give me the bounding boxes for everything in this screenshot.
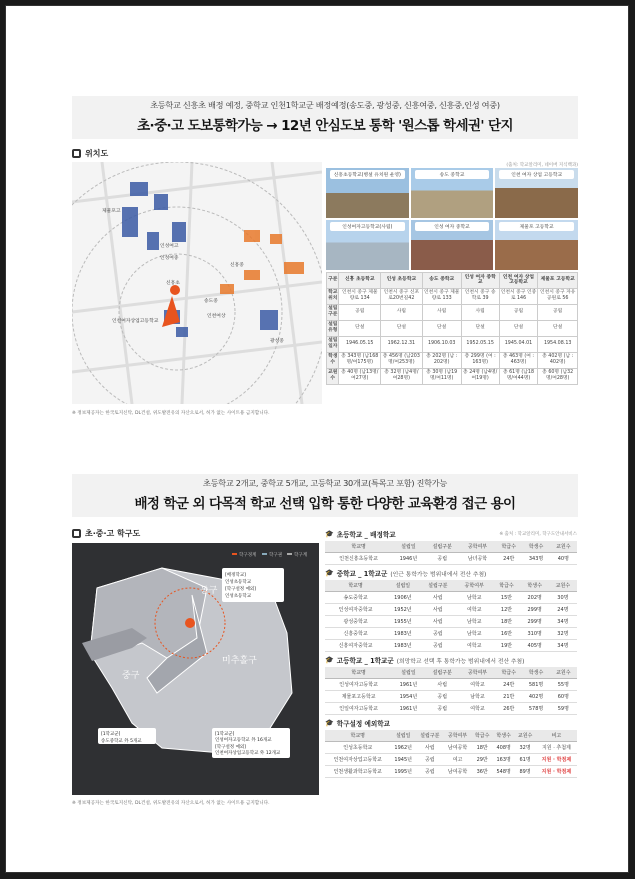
location-map-svg [72, 162, 322, 404]
graduation-cap-icon: 🎓 [325, 569, 334, 577]
table-row: 설립 일자 1946.05.15 1962.12.31 1906.10.03 1952.05.15 1945.04.01 1954.08.13 [327, 336, 578, 352]
table-row: 설립 구분 공립 사립 사립 사립 공립 공립 [327, 304, 578, 320]
table-row: 광성중학교 1955년 사립 남학교 18반 299명 34명 [325, 616, 577, 628]
exception-title: 🎓 학구설정 예외학교 [325, 719, 390, 728]
table-row: 인성초등학교 1962년 사립 남여공학 18반 408명 32명 지원 · 추첨제 [325, 742, 577, 754]
district-label: 동구 [200, 586, 218, 596]
site-pin-icon [170, 285, 180, 295]
school-block [147, 232, 159, 250]
top-title: 초·중·고 도보통학가능 → 12년 안심도보 통학 '원스톱 학세권' 단지 [137, 118, 513, 134]
svg-text:인천여자상업고등학교 外 12개교: 인천여자상업고등학교 外 12개교 [215, 751, 281, 756]
location-label: 위치도 [72, 148, 578, 159]
district-map [72, 543, 319, 795]
photo-inseong-girls-high: 인성여자고등학교(사립) [326, 220, 409, 270]
bottom-footnote: ※ 정보제공자는 한국토지신탁, DL건설, 위도발전유의 자산으로서, 허가 없는 사이트용 금지합니다. [72, 801, 270, 806]
svg-text:[배정학교]: [배정학교] [225, 573, 246, 578]
photo-incheon-girls-commercial: 인천 여자 상업 고등학교 [495, 168, 578, 218]
map-label: 송도중 [204, 299, 218, 304]
school-info-table [326, 272, 578, 385]
table-row: 송도중학교 1906년 사립 남학교 15반 202명 30명 [325, 592, 577, 604]
map-label: 인성여고 [160, 244, 179, 249]
table-row: 학교 위치 인천시 중구 제물량로 134 인천시 중구 신포로20번길42 인천시 중구 제물량로 133 인천시 중구 송학로 39 인천시 중구 인중로 146 인천시 중구 자유공원로 56 [327, 288, 578, 304]
photo-jemulpo-high: 제물포 고등학교 [495, 220, 578, 270]
svg-text:인성여자고등학교 外 16개교: 인성여자고등학교 外 16개교 [215, 738, 272, 743]
school-block [172, 222, 186, 242]
map-label: 신흥중 [230, 263, 244, 268]
bottom-subtitle: 초등학교 2개교, 중학교 5개교, 고등학교 30개교(특목고 포함) 진학가능 [203, 478, 447, 488]
map-label: 인천여상 [207, 314, 226, 319]
school-tables-panel [325, 526, 577, 778]
school-block [130, 182, 148, 196]
legend-item: 학구경계 [239, 553, 257, 558]
photo-sinheung-elementary: 신흥초등학교(병설 유치원 운영) [326, 168, 409, 218]
svg-text:[1학교군]: [1학교군] [215, 732, 235, 737]
photo-source: (출처: 학교알리미, 네이버 지식백과) [506, 163, 578, 168]
square-icon [72, 529, 81, 538]
school-block [270, 234, 282, 244]
svg-text:송도중학교 外 5개교: 송도중학교 外 5개교 [101, 739, 142, 744]
table-row: 신흥중학교 1983년 공립 남학교 16반 310명 32명 [325, 628, 577, 640]
legend-item: 학구계 [294, 553, 308, 558]
source-note: ※ 출처 : 학교알리미, 학구도안내서비스 [499, 532, 577, 537]
table-row: 설립 유형 단설 단설 단설 단설 단설 단설 [327, 320, 578, 336]
elementary-title: 🎓 초등학교 _ 배정학교 ※ 출처 : 학교알리미, 학구도안내서비스 [325, 530, 577, 539]
school-block [260, 310, 278, 330]
square-icon [72, 149, 81, 158]
map-label: 인천여자상업고등학교 [112, 319, 159, 324]
table-row: 인성여자고등학교 1961년 사립 여학교 24반 581명 55명 [325, 679, 577, 691]
table-row: 제물포고등학교 1954년 공립 남학교 21반 402명 60명 [325, 691, 577, 703]
graduation-cap-icon: 🎓 [325, 530, 334, 538]
photo-inseong-girls-middle: 인성 여자 중학교 [411, 220, 494, 270]
high-title: 🎓 고등학교 _ 1학교군 (희망학교 선택 후 통학가능 범위내에서 전산 추첨) [325, 656, 525, 665]
school-block [244, 270, 260, 280]
svg-text:[1학교군]: [1학교군] [101, 732, 121, 737]
location-map [72, 162, 322, 404]
table-row: 인성여자중학교 1952년 사립 여학교 12반 299명 24명 [325, 604, 577, 616]
school-block [284, 262, 304, 274]
photo-grid [326, 168, 578, 270]
table-row: 인천신흥초등학교 1946년 공립 남녀공학 24반 343명 40명 [325, 553, 577, 565]
exception-table: 학교명 설립일 설립구분 공학여부 학급수 학생수 교원수 비고 인성초등학교 1962년 사립 남여공학 18반 408명 32명 지원 · 추첨제 인천여자상업고등학교 1945년 공립 여고 29반 163명 61명 지원 · 학점제 인천생활과학고등학교 1995년 공립 남여공학 36반 548명 89명 지원 · 학점제 [325, 730, 577, 778]
table-header-row: 구분 신흥 초등학교 인성 초등학교 송도 중학교 인성 여자 중학교 인천 여자 상업 고등학교 제물포 고등학교 [327, 273, 578, 289]
elementary-table: 학교명 설립일 설립구분 공학여부 학급수 학생수 교원수 인천신흥초등학교 1946년 공립 남녀공학 24반 343명 40명 [325, 541, 577, 565]
photo-songdo-middle: 송도 중학교 [411, 168, 494, 218]
svg-text:인성초등학교: 인성초등학교 [225, 580, 252, 585]
middle-title: 🎓 중학교 _ 1학교군 (인근 통학가능 범위내에서 전산 추첨) [325, 569, 487, 578]
document-page [5, 5, 629, 873]
graduation-cap-icon: 🎓 [325, 719, 334, 727]
svg-text:[학구설정 예외]: [학구설정 예외] [225, 587, 257, 592]
table-row: 인일여자고등학교 1961년 공립 여학교 26반 578명 59명 [325, 703, 577, 715]
svg-text:[학구설정 예외]: [학구설정 예외] [215, 745, 247, 750]
high-table: 학교명 설립일 설립구분 공학여부 학급수 학생수 교원수 인성여자고등학교 1961년 사립 여학교 24반 581명 55명 제물포고등학교 1954년 공립 남학교 21반 402명 60명 인일여자고등학교 1961년 공립 여학교 26반 578명 59명 [325, 667, 577, 715]
school-photos-panel [326, 162, 578, 385]
district-label: 미추홀구 [222, 656, 257, 666]
top-banner [72, 96, 578, 139]
top-footnote: ※ 정보제공자는 한국토지신탁, DL건설, 위도발전유의 자산으로서, 허가 없는 사이트용 금지합니다. [72, 411, 270, 416]
middle-table: 학교명 설립일 설립구분 공학여부 학급수 학생수 교원수 송도중학교 1906년 사립 남학교 15반 202명 30명 인성여자중학교 1952년 사립 여학교 12반 299명 24명 광성중학교 1955년 사립 남학교 18반 299명 34명 신흥중학교 1983년 공립 남학교 16반 310명 32명 신흥여자중학교 1983년 공립 여학교 19반 405명 34명 [325, 580, 577, 652]
legend-item: 학구권 [269, 553, 283, 558]
map-label: 제물포고 [102, 209, 121, 214]
bottom-banner [72, 474, 578, 517]
district-map-svg [72, 543, 319, 795]
table-row: 학생수 총 343명 (남168명/여175명) 총 456명 (남203명/여253명) 총 202명 (남 : 202명) 총 299명 (여 : 163명) 총 463명 (여 : 463명) 총 402명 (남 : 402명) [327, 352, 578, 368]
table-row: 교원수 총 40명 (남13명/여27명) 총 32명 (남4명/여28명) 총 30명 (남19명/여11명) 총 24명 (남4명/여19명) 총 61명 (남18명/여44명) 총 60명 (남32명/여28명) [327, 368, 578, 384]
school-block [122, 207, 138, 237]
top-subtitle: 초등학교 신흥초 배정 예정, 중학교 인천1학교군 배정예정(송도중, 광성중, 신흥여중, 신흥중,인성 여중) [150, 100, 500, 110]
svg-text:인성초등학교: 인성초등학교 [225, 594, 252, 599]
school-block [154, 194, 168, 210]
school-block [244, 230, 260, 242]
map-label: 신흥초 [166, 281, 180, 286]
table-row: 신흥여자중학교 1983년 공립 여학교 19반 405명 34명 [325, 640, 577, 652]
map-label: 광성중 [270, 339, 284, 344]
bottom-title: 배정 학군 외 다목적 학교 선택 입학 통한 다양한 교육환경 접근 용이 [134, 496, 516, 512]
table-row: 인천여자상업고등학교 1945년 공립 여고 29반 163명 61명 지원 · 학점제 [325, 754, 577, 766]
district-map-label: 초·중·고 학구도 [72, 528, 578, 539]
table-row: 인천생활과학고등학교 1995년 공립 남여공학 36반 548명 89명 지원 · 학점제 [325, 766, 577, 778]
map-label: 인성여중 [160, 256, 179, 261]
graduation-cap-icon: 🎓 [325, 656, 334, 664]
district-label: 중구 [122, 671, 140, 681]
school-block [220, 284, 234, 294]
school-block [176, 327, 188, 337]
site-pin-icon [185, 618, 195, 628]
